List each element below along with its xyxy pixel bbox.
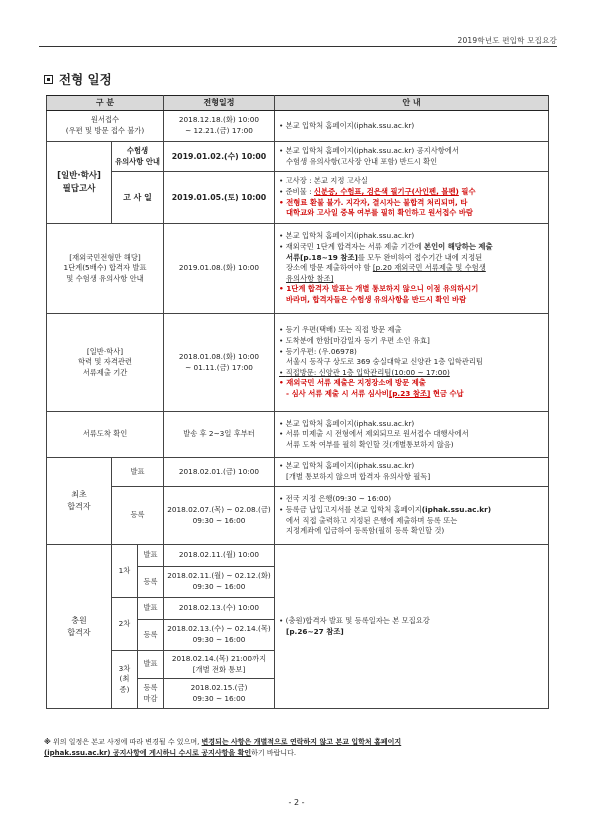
label-line: 및 수험생 유의사항 안내 xyxy=(66,273,144,283)
info-line xyxy=(279,253,545,264)
date-line: 09:30 ~ 16:00 xyxy=(192,693,246,703)
info-emph: (iphak.ssu.ac.kr) xyxy=(421,504,492,514)
row-info xyxy=(275,111,549,142)
info-line: • 본교 입학처 홈페이지(iphak.ssu.ac.kr) xyxy=(279,419,545,430)
note-emph: (iphak.ssu.ac.kr) 공지사항에 게시하니 수시로 공지사항을 확인 xyxy=(44,748,252,757)
row-info xyxy=(275,142,549,172)
sub-label: 등록 xyxy=(138,567,164,598)
sub-label: 발표 xyxy=(138,545,164,567)
info-line: • 직접방문: 신양관 1층 입학관리팀(10:00 ~ 17:00) xyxy=(279,368,545,379)
label-line: (우편 및 방문 접수 불가) xyxy=(65,126,145,135)
row-label xyxy=(47,314,164,412)
label-line: [재외국민전형만 해당] xyxy=(69,252,141,262)
date-line: 2018.02.15.(금) xyxy=(190,682,248,692)
info-line: [p.26~27 참조] xyxy=(286,626,344,636)
row-info xyxy=(275,458,549,487)
info-emph: [p.20 재외국민 서류제출 및 수험생 xyxy=(372,263,486,273)
info-line: 유의사항 참조] xyxy=(286,273,334,283)
page-header xyxy=(39,33,557,47)
info-line: 서울시 동작구 상도로 369 숭실대학교 신양관 1층 입학관리팀 xyxy=(286,357,483,367)
sub-label xyxy=(112,142,164,172)
note-text: 위의 일정은 본교 사정에 따라 변경될 수 있으며, xyxy=(50,738,202,746)
row-date xyxy=(164,651,275,679)
group-label xyxy=(47,458,112,545)
table-row xyxy=(47,314,549,412)
label-line: 원서접수 xyxy=(90,115,120,125)
info-line: • (충원)합격자 발표 및 등록일자는 본 모집요강 xyxy=(279,616,545,627)
info-text: 를 모두 완비하여 접수기간 내에 지정된 xyxy=(357,252,483,262)
table-row xyxy=(47,458,549,487)
info-text: 장소에 방문 제출하여야 함 xyxy=(286,263,373,273)
info-line xyxy=(279,505,545,516)
sub-label: 등록 xyxy=(112,487,164,545)
info-line: 에서 직접 출력하고 지정된 은행에 제출하며 등록 또는 xyxy=(286,515,458,525)
table-row xyxy=(47,142,549,172)
info-line xyxy=(279,389,545,400)
info-text: 등록금 납입고지서를 본교 입학처 홈페이지 xyxy=(285,504,422,514)
date-line: ~ 01.11.(금) 17:00 xyxy=(185,362,253,372)
row-date: 2019.01.02.(수) 10:00 xyxy=(164,142,275,172)
section-title: 전형 일정 xyxy=(59,72,112,87)
date-line: 09:30 ~ 16:00 xyxy=(192,582,246,591)
date-line: [개별 전화 통보] xyxy=(192,664,246,674)
row-date: 2019.01.05.(토) 10:00 xyxy=(164,172,275,224)
date-line: 2018.12.18.(화) 10:00 xyxy=(178,115,260,125)
sub-label: 발표 xyxy=(112,458,164,487)
label-line: 1단계(5배수) 합격자 발표 xyxy=(63,263,147,273)
info-line: • 본교 입학처 홈페이지(iphak.ssu.ac.kr) xyxy=(279,461,545,472)
row-info xyxy=(275,314,549,412)
section-heading xyxy=(44,70,112,88)
round-line: 3차 xyxy=(118,663,131,673)
date-line: 2018.02.13.(수) ~ 02.14.(목) xyxy=(167,624,271,634)
round-line: (최종) xyxy=(119,674,130,694)
info-emph: [p.23 참조] xyxy=(388,388,431,398)
row-label xyxy=(47,111,164,142)
info-line: • 등기 우편(택배) 또는 직접 방문 제출 xyxy=(279,325,545,336)
sub-label: 발표 xyxy=(138,598,164,620)
group-line: 최초 xyxy=(71,490,87,500)
sub-line: 마감 xyxy=(143,693,158,703)
row-date: 2018.02.11.(월) 10:00 xyxy=(164,545,275,567)
info-line: • 고사장 : 본교 지정 고사실 xyxy=(279,176,545,187)
sub-label: 등록 xyxy=(138,620,164,651)
info-line: 바라며, 합격자들은 수험생 유의사항을 반드시 확인 바람 xyxy=(286,294,467,304)
info-line: • 본교 입학처 홈페이지(iphak.ssu.ac.kr) xyxy=(279,231,545,242)
round-label: 1차 xyxy=(112,545,138,598)
row-info xyxy=(275,172,549,224)
info-line xyxy=(279,242,545,253)
row-date xyxy=(164,620,275,651)
group-label xyxy=(47,142,112,224)
row-date: 2019.01.08.(화) 10:00 xyxy=(164,224,275,314)
round-label: 2차 xyxy=(112,598,138,651)
info-line: 대학교와 고사일 중복 여부를 필히 확인하고 원서접수 바람 xyxy=(286,208,473,218)
sub-line: 수험생 xyxy=(126,145,149,155)
date-line: 2018.01.08.(화) 10:00 xyxy=(178,351,260,361)
info-line xyxy=(279,263,545,274)
group-line: [일반·학사] xyxy=(57,171,101,182)
info-text: - 심사 서류 제출 시 서류 심사비 xyxy=(286,388,389,398)
info-line: • 1단계 합격자 발표는 개별 통보하지 않으니 이점 유의하시기 xyxy=(279,284,545,295)
note-mark: ※ xyxy=(44,738,51,746)
row-date xyxy=(164,314,275,412)
row-date: 2018.02.01.(금) 10:00 xyxy=(164,458,275,487)
info-text: 현금 수납 xyxy=(430,388,464,398)
row-label: 서류도착 확인 xyxy=(47,412,164,458)
info-line: • 본교 입학처 홈페이지(iphak.ssu.ac.kr) 공지사항에서 xyxy=(279,146,545,157)
round-label xyxy=(112,651,138,709)
table-row xyxy=(47,487,549,545)
group-line: 합격자 xyxy=(67,627,91,637)
date-line: 2018.02.07.(목) ~ 02.08.(금) xyxy=(167,504,271,514)
date-line: 2018.02.11.(월) ~ 02.12.(화) xyxy=(167,571,271,581)
sub-label xyxy=(138,679,164,709)
info-line: • 전형료 환불 불가. 지각자, 결시자는 불합격 처리되며, 타 xyxy=(279,198,545,209)
label-line: 서류제출 기간 xyxy=(82,367,128,377)
info-line: • 서류 미제출 시 전형에서 제외되므로 원서접수 대행사에서 xyxy=(279,429,545,440)
row-date xyxy=(164,567,275,598)
info-line: • 등기우편: (우.06978) xyxy=(279,347,545,358)
group-label xyxy=(47,545,112,709)
row-info xyxy=(275,545,549,709)
info-emph: 필수 xyxy=(458,186,476,196)
date-line: ~ 12.21.(금) 17:00 xyxy=(185,126,253,135)
col-header-info: 안 내 xyxy=(275,96,549,111)
table-row xyxy=(47,545,549,567)
date-line: 09:30 ~ 16:00 xyxy=(192,635,246,644)
sub-line: 등록 xyxy=(143,682,158,692)
header-rule xyxy=(39,46,557,47)
table-row xyxy=(47,172,549,224)
label-line: [일반·학사] xyxy=(86,346,124,356)
row-date: 2018.02.13.(수) 10:00 xyxy=(164,598,275,620)
table-header-row xyxy=(47,96,549,111)
info-emph: 본인이 해당하는 제출 xyxy=(424,242,493,252)
header-title: 2019학년도 편입학 모집요강 xyxy=(457,36,557,45)
note-emph: 변경되는 사항은 개별적으로 연락하지 않고 본교 입학처 홈페이지 xyxy=(201,738,402,746)
group-line: 필답고사 xyxy=(62,183,96,194)
date-line: 2018.02.14.(목) 21:00까지 xyxy=(171,653,267,663)
info-line: 서류 도착 여부를 필히 확인할 것(개별통보하지 않음) xyxy=(286,439,454,449)
info-emph: 서류[p.18~19 참조] xyxy=(286,252,358,262)
info-line: 수험생 유의사항(고사장 안내 포함) 반드시 확인 xyxy=(286,156,438,166)
info-line: • 재외국민 서류 제출은 지정장소에 방문 제출 xyxy=(279,378,545,389)
note-text: 하기 바랍니다. xyxy=(251,748,297,757)
info-text: 준비물 : xyxy=(285,186,314,196)
row-date xyxy=(164,111,275,142)
footnote xyxy=(44,737,550,759)
row-label xyxy=(47,224,164,314)
row-info xyxy=(275,487,549,545)
group-line: 충원 xyxy=(71,615,87,625)
table-row xyxy=(47,224,549,314)
label-line: 학력 및 자격관련 xyxy=(78,357,132,367)
info-line: • 본교 입학처 홈페이지(iphak.ssu.ac.kr) xyxy=(279,121,545,132)
row-date: 발송 후 2~3일 후부터 xyxy=(164,412,275,458)
info-line: • 도착분에 한함[마감일자 등기 우편 소인 유효] xyxy=(279,336,545,347)
info-line xyxy=(279,187,545,198)
info-line: 지정계좌에 입금하여 등록함(필히 등록 확인할 것) xyxy=(286,526,445,536)
square-bullet-icon xyxy=(44,75,53,84)
row-info xyxy=(275,224,549,314)
col-header-schedule: 전형일정 xyxy=(164,96,275,111)
info-text: 재외국민 1단계 합격자는 서류 제출 기간에 xyxy=(285,242,425,252)
row-info xyxy=(275,412,549,458)
page-number: - 2 - xyxy=(288,798,305,807)
row-date xyxy=(164,487,275,545)
info-line: • 전국 지정 은행(09:30 ~ 16:00) xyxy=(279,494,545,505)
info-emph: 신분증, 수험표, 검은색 필기구(사인펜, 볼펜) xyxy=(313,186,459,196)
date-line: 09:30 ~ 16:00 xyxy=(192,515,246,525)
col-header-category: 구 분 xyxy=(47,96,164,111)
group-line: 합격자 xyxy=(67,502,91,511)
sub-label: 발표 xyxy=(138,651,164,679)
table-row xyxy=(47,111,549,142)
schedule-table xyxy=(46,95,549,709)
table-row xyxy=(47,412,549,458)
row-date xyxy=(164,679,275,709)
info-line: [개별 통보하지 않으며 합격자 유의사항 필독] xyxy=(286,472,431,481)
sub-line: 유의사항 안내 xyxy=(115,156,160,166)
sub-label: 고 사 일 xyxy=(112,172,164,224)
